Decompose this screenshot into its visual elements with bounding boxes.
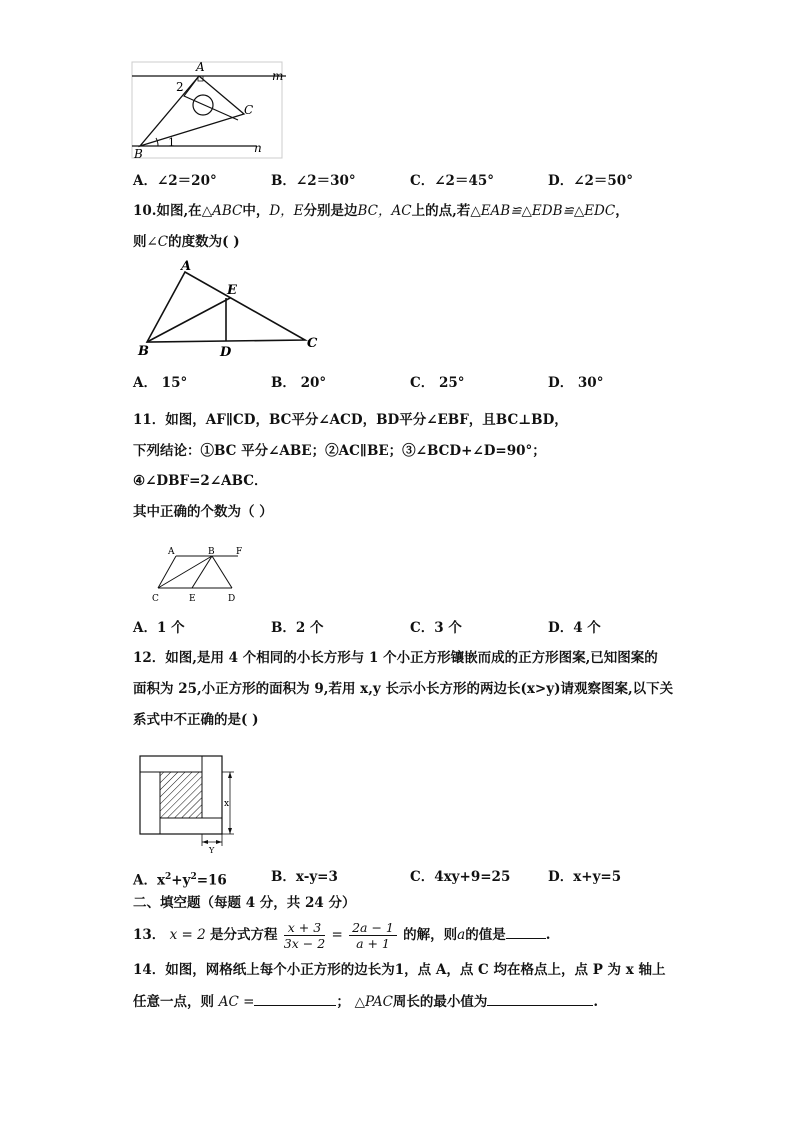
fraction-right: $\frac{2a - 1}{a + 1}$	[349, 920, 397, 951]
label-b-q10: B	[138, 344, 149, 358]
q11-line1: 11．如图，AF∥CD，BC平分∠ACD，BD平分∠EBF，且BC⊥BD，	[133, 412, 568, 428]
q12-option-d: D．x+y=5	[548, 869, 622, 885]
label-x-q12: x	[224, 799, 230, 809]
label-b: B	[134, 147, 143, 161]
q10-figure	[133, 258, 333, 358]
q9-option-d: D．∠2＝50°	[548, 173, 633, 189]
label-f-q11: F	[236, 547, 243, 557]
q9-option-a: A．∠2＝20°	[133, 173, 217, 189]
label-e-q11: E	[189, 594, 196, 604]
label-d-q11: D	[228, 594, 236, 604]
q10-line2: 则∠C的度数为( )	[133, 234, 240, 250]
triangle-abc	[140, 76, 244, 146]
q11-line4: 其中正确的个数为（ ）	[133, 504, 273, 520]
q11-figure	[148, 544, 258, 606]
q10-line1: 10.如图,在△ABC中，D，E分别是边BC，AC上的点,若△EAB≌△EDB≌△EDC，	[133, 203, 629, 219]
label-d-q10: D	[220, 345, 232, 358]
q11-option-b: B．2 个	[271, 620, 324, 636]
q12-option-b: B．x-y=3	[271, 869, 338, 885]
q11-line3: ④∠DBF=2∠ABC．	[133, 473, 268, 489]
q14-line1: 14．如图，网格纸上每个小正方形的边长为1，点 A，点 C 均在格点上，点 P 为 x 轴上	[133, 962, 666, 978]
answer-blank-ac[interactable]	[254, 1005, 336, 1006]
label-one: 1	[168, 136, 175, 149]
section2-heading: 二、填空题（每题 4 分，共 24 分）	[133, 895, 356, 911]
q12-line2: 面积为 25,小正方形的面积为 9,若用 x,y 长示小长方形的两边长(x>y)请观察图案,以下关	[133, 681, 674, 697]
q9-figure	[126, 58, 292, 162]
small-square	[160, 772, 202, 818]
q12-line3: 系式中不正确的是( )	[133, 712, 259, 728]
label-c: C	[244, 103, 254, 117]
q10-option-d: D． 30°	[548, 375, 604, 391]
q12-option-c: C．4xy+9=25	[410, 869, 511, 885]
q10-option-a: A． 15°	[133, 375, 188, 391]
answer-blank-perimeter[interactable]	[487, 1005, 593, 1006]
q9-option-b: B．∠2＝30°	[271, 173, 356, 189]
label-m: m	[272, 69, 284, 83]
q10-option-c: C． 25°	[410, 375, 465, 391]
q13-line: 13． x = 2 是分式方程 $\frac{x + 3}{3x - 2}$ = $\frac{2a - 1}{a + 1}$ 的解，则a的值是 .	[133, 920, 551, 951]
label-c-q10: C	[307, 336, 318, 351]
q14-line2: 任意一点，则 AC = ； △PAC周长的最小值为 .	[133, 994, 599, 1010]
fraction-left: $\frac{x + 3}{3x - 2}$	[283, 920, 326, 951]
q11-option-d: D．4 个	[548, 620, 601, 636]
label-e-q10: E	[227, 283, 237, 298]
q12-figure	[136, 750, 246, 854]
label-a-q10: A	[181, 259, 192, 274]
label-y-q12: Y	[209, 846, 215, 854]
label-b-q11: B	[208, 547, 215, 557]
label-c-q11: C	[152, 594, 159, 604]
label-a: A	[196, 60, 205, 74]
q10-option-b: B． 20°	[271, 375, 327, 391]
q11-option-c: C．3 个	[410, 620, 462, 636]
answer-blank-q13[interactable]	[506, 938, 546, 939]
q9-option-c: C．∠2＝45°	[410, 173, 494, 189]
q11-option-a: A．1 个	[133, 620, 185, 636]
q12-option-a: A．$x^2+y^2=16$	[133, 872, 227, 889]
q11-line2: 下列结论：①BC 平分∠ABE；②AC∥BE；③∠BCD+∠D=90°；	[133, 443, 546, 459]
label-n: n	[254, 141, 262, 155]
label-a-q11: A	[168, 547, 175, 557]
q12-line1: 12．如图,是用 4 个相同的小长方形与 1 个小正方形镶嵌而成的正方形图案,已知图案的	[133, 650, 658, 666]
label-two: 2	[176, 80, 184, 94]
